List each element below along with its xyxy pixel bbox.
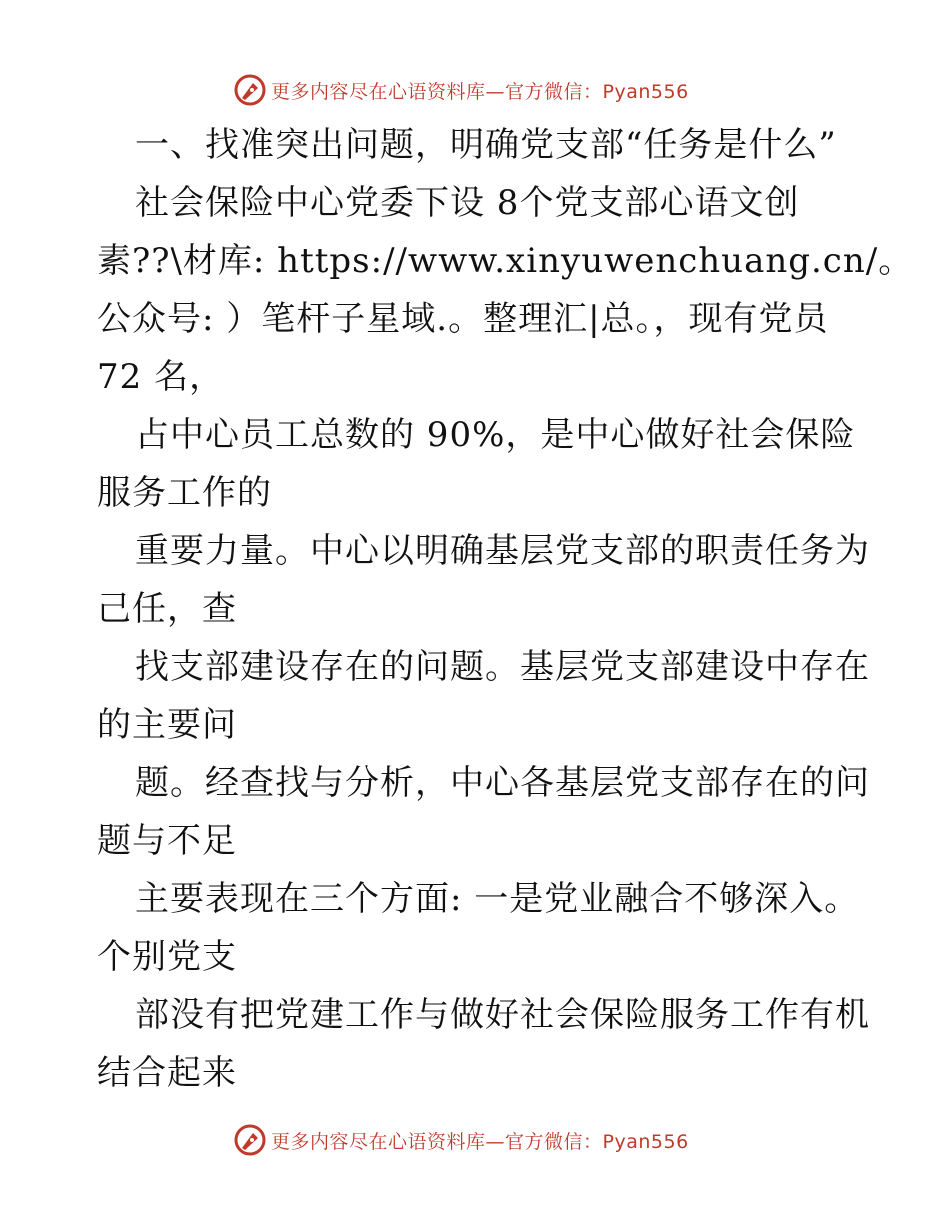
paragraph-line: 公众号: ）笔杆子星域.。整理汇|总。，现有党员 bbox=[97, 299, 829, 339]
paragraph-line: 个别党支 bbox=[97, 937, 237, 977]
paragraph-line: 主要表现在三个方面: 一是党业融合不够深入。 bbox=[135, 879, 860, 919]
pen-nib-circle-icon bbox=[233, 73, 267, 107]
watermark-banner-top bbox=[233, 70, 713, 110]
paragraph-line: 结合起来 bbox=[97, 1053, 237, 1093]
paragraph-line: 的主要问 bbox=[97, 705, 237, 745]
watermark-text: 更多内容尽在心语资料库—官方微信：Pyan556 bbox=[271, 1130, 689, 1153]
paragraph-line: 题与不足 bbox=[97, 821, 237, 861]
watermark-text: 更多内容尽在心语资料库—官方微信：Pyan556 bbox=[271, 80, 689, 103]
watermark-banner-bottom bbox=[233, 1120, 713, 1160]
paragraph-line: 社会保险中心党委下设 8个党支部心语文创 bbox=[135, 183, 800, 223]
paragraph-line: 服务工作的 bbox=[97, 473, 272, 513]
paragraph-line: 素??\材库: https://www.xinyuwenchuang.cn/。 bbox=[97, 241, 914, 281]
paragraph-line: 72 名， bbox=[97, 357, 225, 397]
paragraph-line: 题。经查找与分析，中心各基层党支部存在的问 bbox=[135, 763, 870, 803]
pen-nib-circle-icon bbox=[233, 1123, 267, 1157]
paragraph-line: 己任，查 bbox=[97, 589, 237, 629]
heading-line: 一、找准突出问题，明确党支部“任务是什么” bbox=[135, 125, 837, 165]
paragraph-line: 重要力量。中心以明确基层党支部的职责任务为 bbox=[135, 531, 870, 571]
paragraph-line: 占中心员工总数的 90%，是中心做好社会保险 bbox=[135, 415, 856, 455]
paragraph-line: 找支部建设存在的问题。基层党支部建设中存在 bbox=[135, 647, 870, 687]
paragraph-line: 部没有把党建工作与做好社会保险服务工作有机 bbox=[135, 995, 870, 1035]
